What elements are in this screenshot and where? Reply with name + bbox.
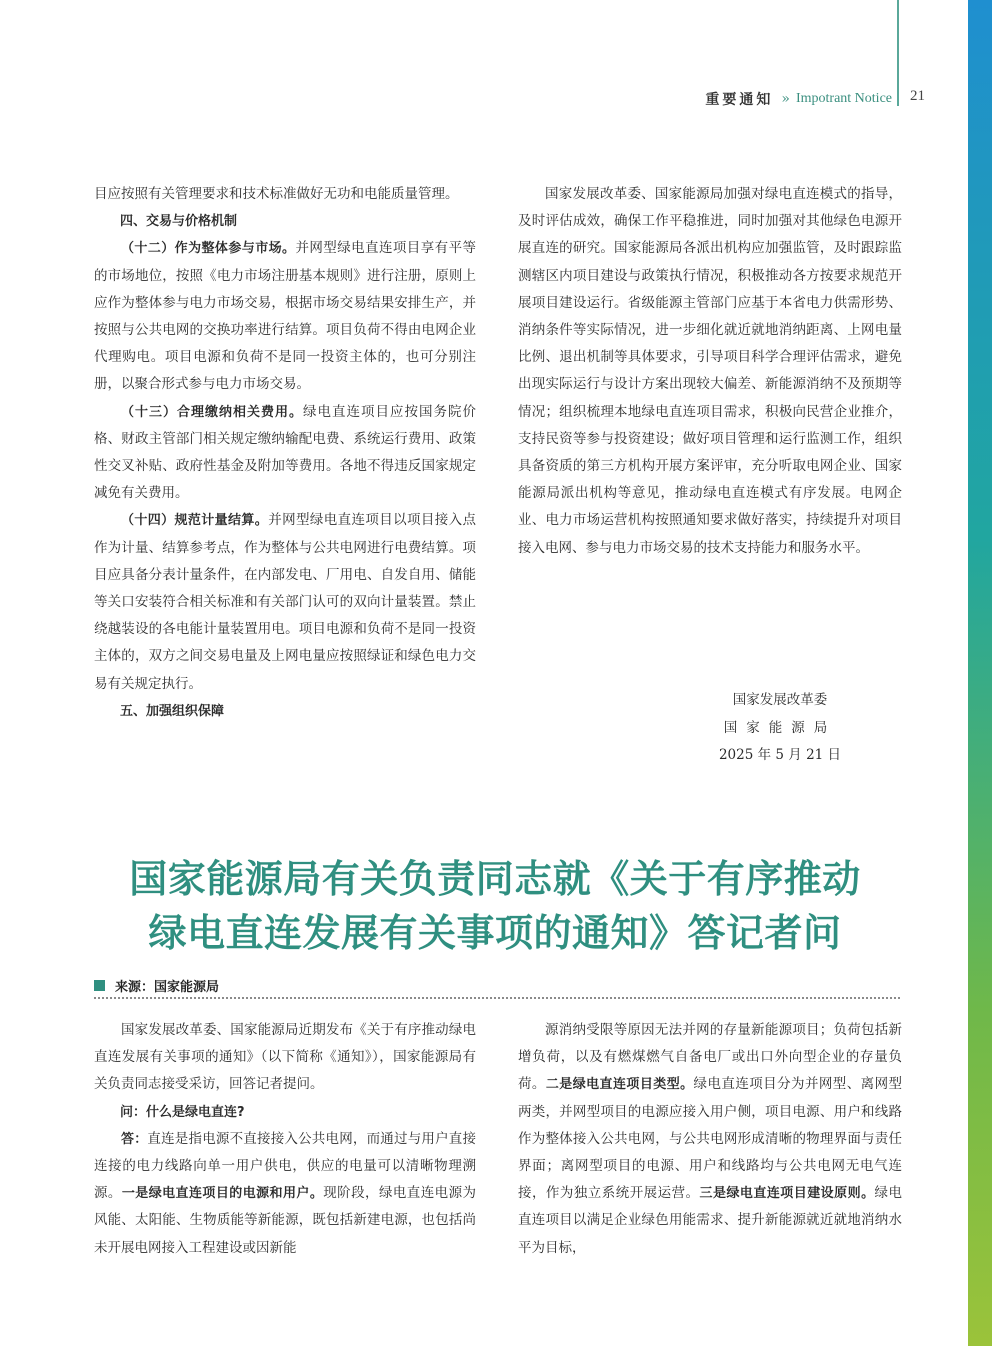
paragraph <box>94 399 476 508</box>
bold-lead: （十三）合理缴纳相关费用。 <box>121 404 303 420</box>
paragraph-text: 现阶段，绿电直连电源为风能、太阳能、生物质能等新能源，既包括新建电源，也包括尚未开展电网接入工程建设或因新能 <box>94 1185 477 1256</box>
paragraph <box>518 1017 902 1262</box>
article-title-line-1: 国家能源局有关负责同志就《关于有序推动 <box>129 856 861 901</box>
paragraph-text: 国家发展改革委、国家能源局加强对绿电直连模式的指导，及时评估成效，确保工作平稳推进，同时加强对其他绿色电源开展直连的研究。国家能源局各派出机构应加强监管，及时跟踪监测辖区内项目建设与政策执行情况，积极推动各方按要求规范开展项目建设运行。省级能源主管部门应基于本省电力供需形势、消纳条件等实际情况，进一步细化就近就地消纳距离、上网电量比例、退出机制等具体要求，引导项目科学合理评估需求，避免出现实际运行与设计方案出现较大偏差、新能源消纳不及预期等情况；组织梳理本地绿电直连项目需求，积极向民营企业推介，支持民资等参与投资建设；做好项目管理和运行监测工作，组织具备资质的第三方机构开展方案评审，充分听取电网企业、国家能源局派出机构等意见，推动绿电直连模式有序发展。电网企业、电力市场运营机构按照通知要求做好落实，持续提升对项目接入电网、参与电力市场交易的技术支持能力和服务水平。 <box>518 186 902 556</box>
bold-lead: 答： <box>121 1131 148 1147</box>
signature-block <box>700 687 860 770</box>
upper-right-column <box>518 181 902 562</box>
paragraph-text: 并网型绿电直连项目享有平等的市场地位，按照《电力市场注册基本规则》进行注册，原则上应作为整体参与电力市场交易，根据市场交易结果安排生产，并按照与公共电网的交换功率进行结算。项目负荷不得由电网企业代理购电。项目电源和负荷不是同一投资主体的，也可分别注册，以聚合形式参与电力市场交易。 <box>94 240 476 393</box>
header-divider <box>897 0 899 106</box>
bold-lead: 二是绿电直连项目类型。 <box>545 1077 694 1093</box>
paragraph-text: 绿电直连项目以满足企业绿色用能需求、提升新能源就近就地消纳水平为目标， <box>518 1185 902 1256</box>
paragraph <box>94 507 476 697</box>
header-section-en: Impotrant Notice <box>795 91 892 106</box>
page-number: 21 <box>910 88 925 104</box>
article-title <box>60 852 930 960</box>
paragraph-text: 绿电直连项目应按国务院价格、财政主管部门相关规定缴纳输配电费、系统运行费用、政策性交叉补贴、政府性基金及附加等费用。各地不得违反国家规定减免有关费用。 <box>94 403 476 502</box>
paragraph-continued: 目应按照有关管理要求和技术标准做好无功和电能质量管理。 <box>94 186 459 202</box>
bold-lead: （十二）作为整体参与市场。 <box>121 241 296 257</box>
bold-lead: 三是绿电直连项目建设原则。 <box>699 1186 875 1202</box>
square-bullet-icon <box>94 980 105 991</box>
article-title-line-2: 绿电直连发展有关事项的通知》答记者问 <box>148 910 842 955</box>
paragraph-text: 源消纳受限等原因无法并网的存量新能源项目；负荷包括新增负荷，以及有燃煤燃气自备电厂或出口外向型企业的存量负荷。 <box>518 1022 902 1093</box>
header-section-cn: 重要通知 <box>705 92 774 108</box>
paragraph <box>94 235 476 398</box>
lower-left-column <box>94 1017 476 1262</box>
signature-issuer-2: 国家能源局 <box>723 719 837 736</box>
paragraph-text: 国家发展改革委、国家能源局近期发布《关于有序推动绿电直连发展有关事项的通知》（以下简称《通知》），国家能源局有关负责同志接受采访，回答记者提问。 <box>94 1022 476 1093</box>
article-source <box>94 976 219 994</box>
signature-issuer-1: 国家发展改革委 <box>732 692 828 708</box>
paragraph <box>94 1126 476 1262</box>
upper-left-column <box>94 181 476 725</box>
signature-date: 2025 年 5 月 21 日 <box>718 747 842 763</box>
side-color-bar <box>968 0 992 1346</box>
running-header <box>705 88 892 110</box>
paragraph-text: 直连是指电源不直接接入公共电网，而通过与用户直接连接的电力线路向单一用户供电，供应的电量可以清晰物理溯源。 <box>94 1130 476 1202</box>
paragraph <box>94 1017 476 1099</box>
section-heading: 五、加强组织保障 <box>120 703 225 719</box>
bold-lead: （十四）规范计量结算。 <box>121 513 269 529</box>
double-chevron-icon: » <box>781 91 790 107</box>
paragraph-text: 并网型绿电直连项目以项目接入点作为计量、结算参考点，作为整体与公共电网进行电费结算。项目应具备分表计量条件，在内部发电、厂用电、自发自用、储能等关口安装符合相关标准和有关部门认可的双向计量装置。禁止绕越装设的各电能计量装置用电。项目电源和负荷不是同一投资主体的，双方之间交易电量及上网电量应按照绿证和绿色电力交易有关规定执行。 <box>94 512 476 692</box>
paragraph <box>518 181 902 562</box>
paragraph-text: 绿电直连项目分为并网型、离网型两类，并网型项目的电源应接入用户侧，项目电源、用户和线路作为整体接入公共电网，与公共电网形成清晰的物理界面与责任界面；离网型项目的电源、用户和线路均与公共电网无电气连接，作为独立系统开展运营。 <box>518 1076 903 1202</box>
section-heading: 四、交易与价格机制 <box>120 214 238 230</box>
bold-lead: 一是绿电直连项目的电源和用户。 <box>121 1186 324 1202</box>
lower-right-column <box>518 1017 902 1262</box>
dotted-divider <box>94 997 900 999</box>
source-label: 来源：国家能源局 <box>115 979 220 995</box>
section-heading: 问：什么是绿电直连? <box>120 1104 245 1120</box>
